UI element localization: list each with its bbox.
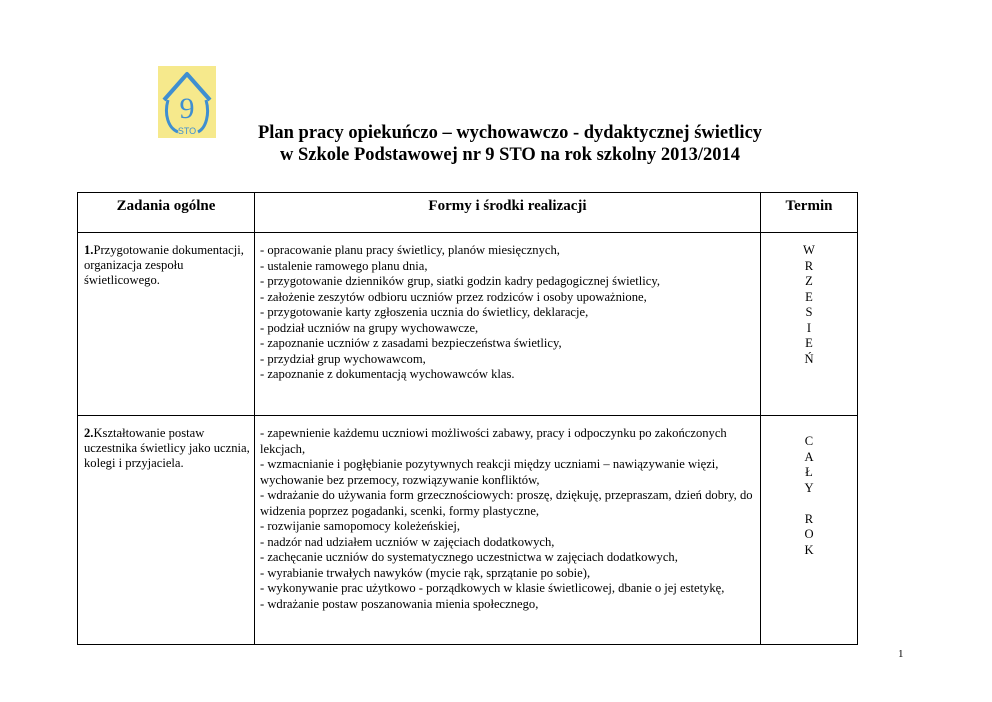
list-item: - przydział grup wychowawcom, — [260, 351, 426, 366]
list-item: - podział uczniów na grupy wychowawcze, — [260, 320, 479, 335]
page-title — [177, 122, 840, 166]
term-letter: Ł — [805, 465, 813, 479]
forms-cell — [255, 416, 761, 645]
term-cell — [761, 233, 858, 416]
list-item: - opracowanie planu pracy świetlicy, planów miesięcznych, — [260, 243, 560, 257]
list-item: - wykonywanie prac użytkowo - porządkowych w klasie świetlicowej, dbanie o jej estetykę, — [260, 581, 725, 595]
term-letter: Y — [804, 480, 814, 495]
task-text: Kształtowanie postaw uczestnika świetlicy jako ucznia, kolegi i przyjaciela. — [84, 426, 250, 470]
list-item: - nadzór nad udziałem uczniów w zajęciach dodatkowych, — [260, 534, 555, 549]
task-cell — [78, 233, 255, 416]
list-item: - wdrażanie do używania form grzecznościowych: proszę, dziękuję, przepraszam, dzień dobry, do widzenia poprzez pogadanki, scenki, formy plastyczne, — [260, 488, 753, 518]
list-item: - ustalenie ramowego planu dnia, — [260, 258, 428, 273]
task-number: 1. — [84, 243, 94, 257]
page-number: 1 — [898, 648, 904, 660]
forms-cell — [255, 233, 761, 416]
term-letter: O — [804, 527, 814, 541]
table-header-row — [78, 193, 858, 233]
term-letter: R — [804, 511, 814, 526]
task-cell — [78, 416, 255, 645]
list-item: - zapoznanie z dokumentacją wychowawców klas. — [260, 367, 515, 381]
list-item: - wzmacnianie i pogłębianie pozytywnych reakcji między uczniami – nawiązywanie więzi, wychowanie bez przemocy, rozwiązywanie konfliktów, — [260, 457, 719, 487]
title-line-1: Plan pracy opiekuńczo – wychowawczo - dydaktycznej świetlicy — [257, 123, 763, 143]
list-item: - założenie zeszytów odbioru uczniów przez rodziców i osoby upoważnione, — [260, 289, 647, 304]
term-letter: A — [804, 449, 814, 464]
title-line-2: w Szkole Podstawowej nr 9 STO na rok szkolny 2013/2014 — [280, 145, 740, 165]
list-item: - zapewnienie każdemu uczniowi możliwości zabawy, pracy i odpoczynku po zakończonych lekcjach, — [260, 426, 727, 456]
plan-table — [77, 192, 858, 645]
list-item: - rozwijanie samopomocy koleżeńskiej, — [260, 519, 461, 533]
term-letter: C — [804, 434, 814, 448]
term-gap — [761, 496, 857, 512]
term-letter: W — [803, 243, 815, 257]
header-general-tasks: Zadania ogólne — [78, 193, 255, 233]
header-forms-and-means: Formy i środki realizacji — [255, 193, 761, 233]
table-row — [78, 416, 858, 645]
term-letter: Z — [805, 274, 813, 288]
list-item: - przygotowanie dzienników grup, siatki godzin kadry pedagogicznej świetlicy, — [260, 274, 660, 288]
header-term: Termin — [761, 193, 858, 233]
task-number: 2. — [84, 426, 94, 440]
term-letter: E — [805, 289, 813, 304]
list-item: - wdrażanie postaw poszanowania mienia społecznego, — [260, 596, 539, 611]
list-item: - wyrabianie trwałych nawyków (mycie rąk, sprzątanie po sobie), — [260, 565, 591, 580]
term-letter: I — [806, 320, 812, 335]
term-letter: R — [804, 258, 814, 273]
term-letter: Ń — [804, 351, 814, 366]
term-letter: S — [805, 305, 813, 319]
table-row — [78, 233, 858, 416]
logo-text: STO — [177, 126, 197, 136]
list-item: - zapoznanie uczniów z zasadami bezpieczeństwa świetlicy, — [260, 336, 562, 350]
term-letter: K — [804, 542, 814, 557]
list-item: - przygotowanie karty zgłoszenia ucznia do świetlicy, deklaracje, — [260, 305, 589, 319]
list-item: - zachęcanie uczniów do systematycznego uczestnictwa w zajęciach dodatkowych, — [260, 550, 678, 564]
term-cell — [761, 416, 858, 645]
term-letter: E — [805, 336, 813, 350]
task-text: Przygotowanie dokumentacji, organizacja zespołu świetlicowego. — [84, 243, 244, 287]
logo-numeral: 9 — [179, 92, 195, 125]
